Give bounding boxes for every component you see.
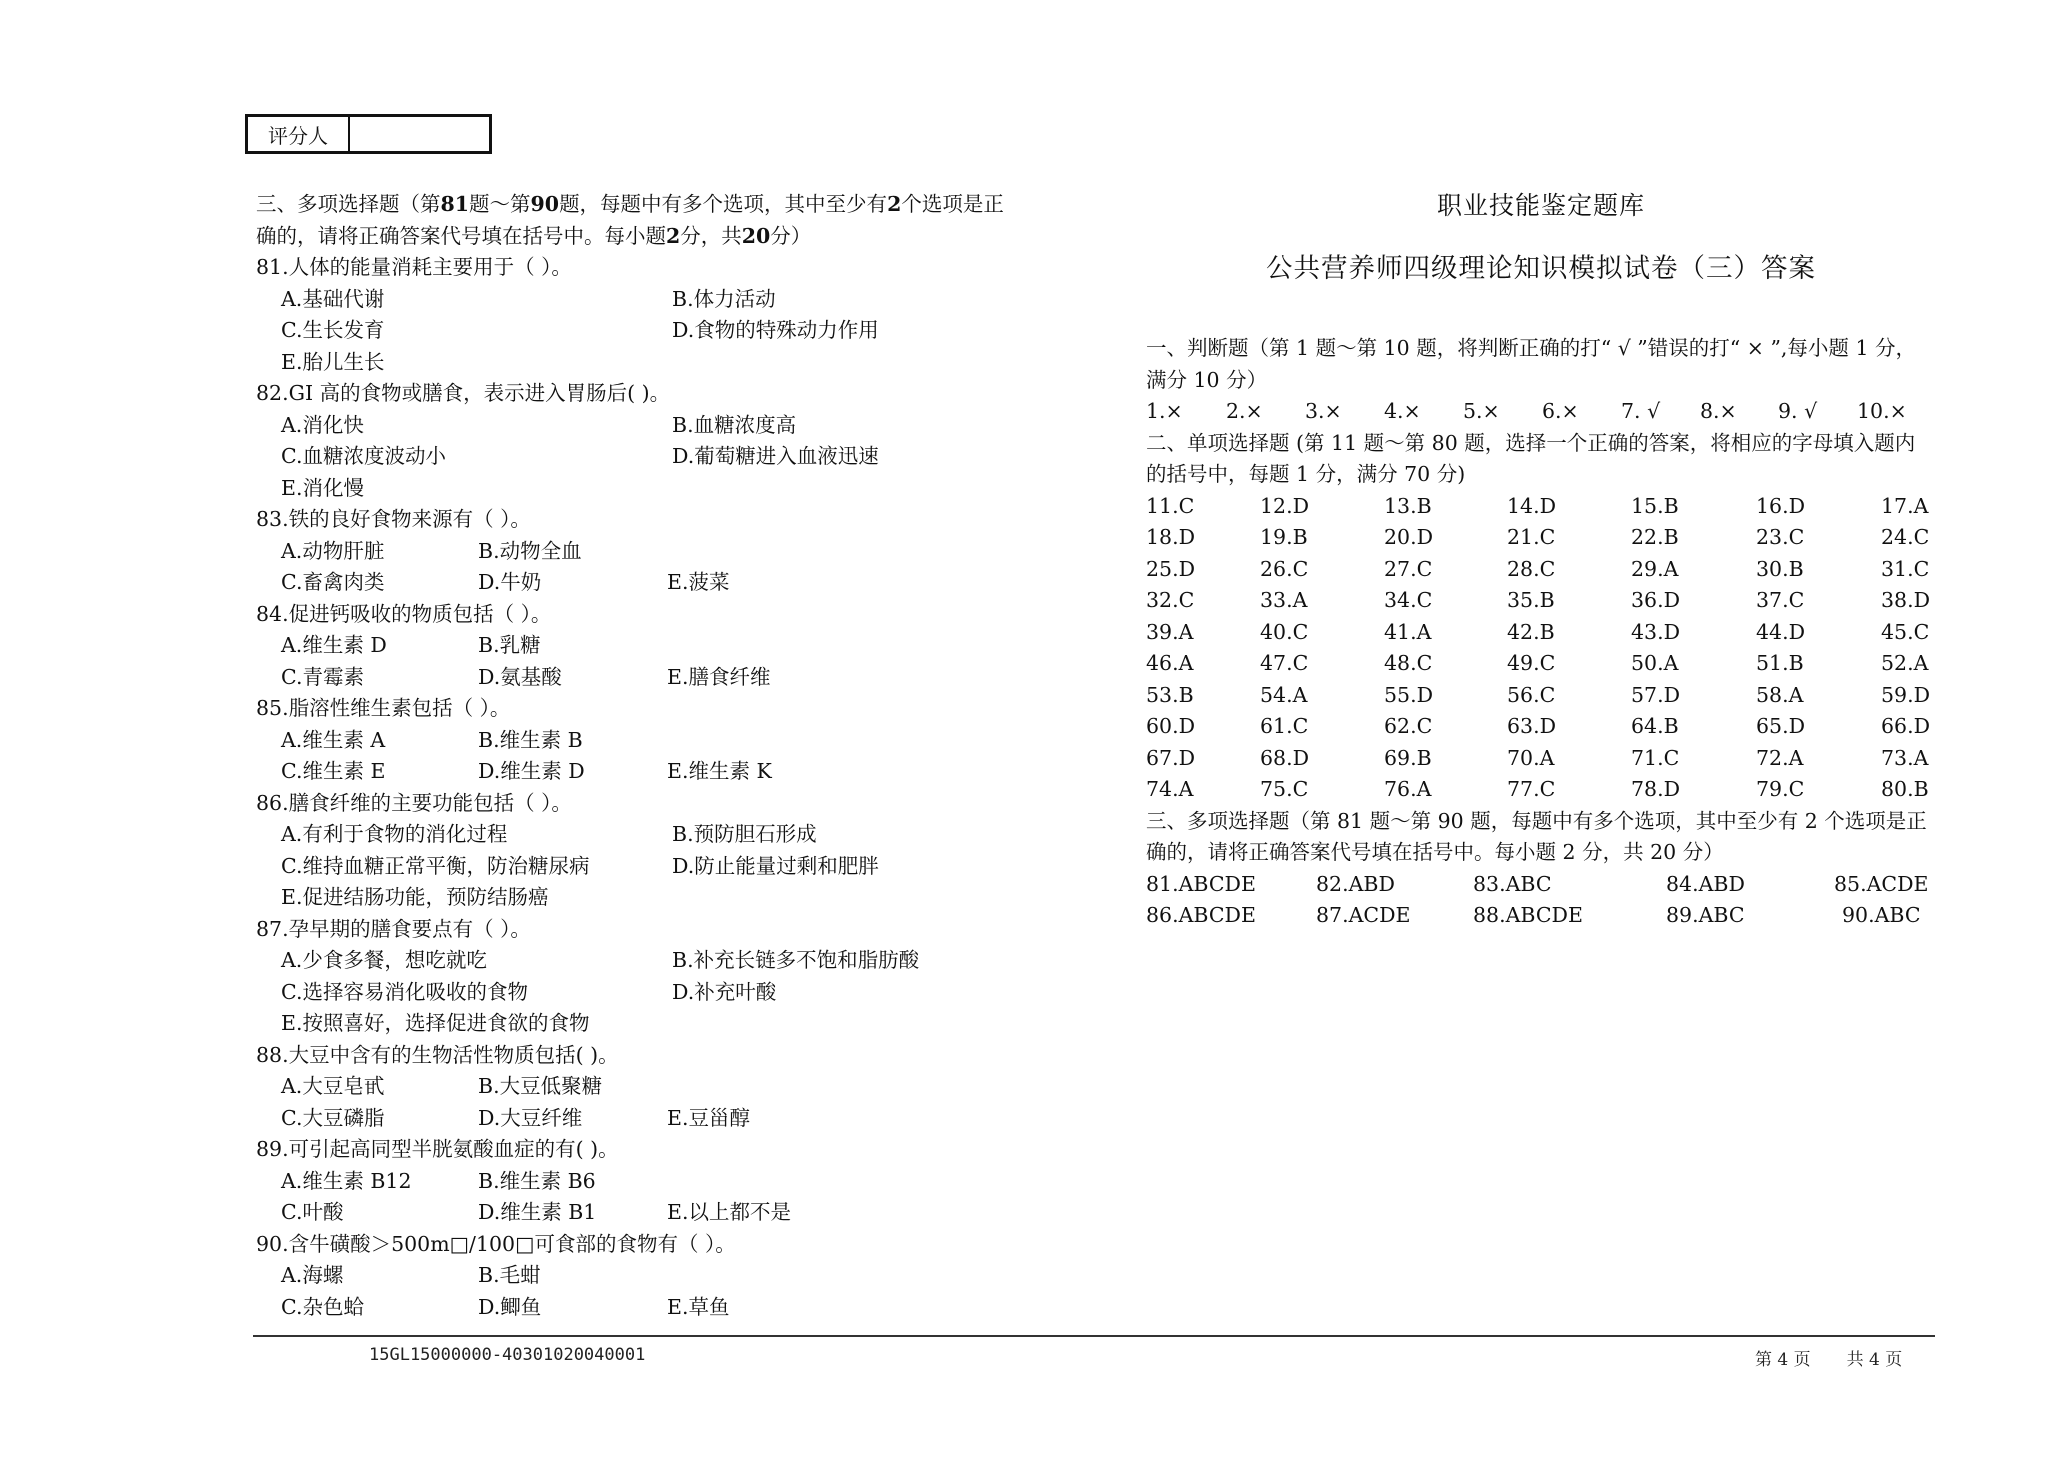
single-answer: 51.B	[1756, 651, 1804, 675]
single-answer: 80.B	[1881, 777, 1929, 801]
single-answer: 71.C	[1631, 745, 1680, 770]
single-answer: 63.D	[1507, 714, 1557, 738]
single-answer: 28.C	[1507, 556, 1556, 581]
question-stem: 86.膳食纤维的主要功能包括（ ）。	[256, 790, 572, 815]
multi-answer-row	[1146, 900, 1936, 932]
single-answer: 45.C	[1881, 619, 1930, 644]
single-answer: 50.A	[1631, 651, 1679, 675]
single-answer: 66.D	[1881, 714, 1931, 738]
option: B.乳糖	[478, 633, 541, 657]
single-heading-line1: 二、单项选择题 (第 11 题～第 80 题，选择一个正确的答案，将相应的字母填入题内	[1146, 430, 1916, 455]
option: D.补充叶酸	[672, 979, 777, 1004]
single-answer: 70.A	[1507, 745, 1555, 770]
option-row	[256, 662, 1056, 694]
single-answer: 48.C	[1384, 651, 1433, 675]
option-row	[256, 756, 1056, 788]
single-answer: 21.C	[1507, 525, 1556, 549]
single-answer: 22.B	[1631, 525, 1679, 549]
multi-answer: 90.ABC	[1842, 903, 1921, 927]
option: C.生长发育	[281, 318, 385, 342]
option: C.叶酸	[281, 1200, 344, 1224]
option-row	[256, 284, 1056, 316]
single-answer: 74.A	[1146, 777, 1194, 801]
option: B.动物全血	[478, 538, 582, 563]
answer-title: 公共营养师四级理论知识模拟试卷（三）答案	[1266, 253, 1816, 284]
option: E.胎儿生长	[281, 349, 385, 374]
option-row	[256, 945, 1056, 977]
paper-code: 15GL15000000-40301020040001	[369, 1345, 646, 1365]
option: C.选择容易消化吸收的食物	[281, 979, 528, 1004]
single-answer: 55.D	[1384, 682, 1434, 707]
option: D.维生素 B1	[478, 1200, 597, 1224]
single-answer: 18.D	[1146, 525, 1196, 549]
option-row	[256, 977, 1056, 1009]
option: A.大豆皂甙	[281, 1074, 385, 1098]
single-answer: 52.A	[1881, 651, 1929, 675]
tf-heading-line1: 一、判断题（第 1 题～第 10 题，将判断正确的打“ √ ”错误的打“ × ”,每小题 1 分，	[1146, 336, 1917, 360]
option-row	[256, 1260, 1056, 1292]
single-answer: 54.A	[1260, 682, 1308, 707]
option: E.维生素 K	[667, 759, 772, 783]
single-answer: 15.B	[1631, 493, 1679, 518]
question-stem: 89.可引起高同型半胱氨酸血症的有( )。	[256, 1137, 619, 1161]
option: A.维生素 D	[281, 633, 387, 657]
option: B.预防胆石形成	[672, 822, 817, 846]
option-row	[256, 725, 1056, 757]
single-answer: 46.A	[1146, 651, 1194, 675]
single-answer: 33.A	[1260, 588, 1308, 612]
option: A.少食多餐，想吃就吃	[281, 948, 487, 972]
option-row	[256, 1292, 1056, 1324]
multi-answer: 82.ABD	[1316, 871, 1395, 896]
grader-label: 评分人	[248, 117, 350, 151]
option: C.血糖浓度波动小	[281, 444, 446, 468]
option-row	[256, 1103, 1056, 1135]
single-answer: 42.B	[1507, 619, 1555, 644]
question-list	[256, 252, 1056, 1323]
single-answer: 57.D	[1631, 682, 1681, 707]
tf-answer: 3.×	[1305, 399, 1342, 423]
option: E.菠菜	[667, 570, 730, 594]
single-answer-row	[1146, 711, 1936, 743]
single-answer: 40.C	[1260, 619, 1309, 644]
option: B.毛蚶	[478, 1263, 541, 1287]
option: D.鲫鱼	[478, 1294, 542, 1319]
option-row	[256, 441, 1056, 473]
option-row	[256, 1166, 1056, 1198]
single-answer-row	[1146, 617, 1936, 649]
tf-answer: 9. √	[1778, 399, 1818, 423]
single-answer: 16.D	[1756, 493, 1806, 518]
question-stem: 83.铁的良好食物来源有（ ）。	[256, 507, 531, 531]
single-answer: 53.B	[1146, 682, 1194, 707]
multi-answer: 87.ACDE	[1316, 903, 1411, 927]
single-answer: 25.D	[1146, 556, 1196, 581]
single-answer: 32.C	[1146, 588, 1195, 612]
single-answers	[1146, 491, 1936, 806]
single-answer: 67.D	[1146, 745, 1196, 770]
single-answer: 78.D	[1631, 777, 1681, 801]
multi-answer-row	[1146, 869, 1936, 901]
option: D.葡萄糖进入血液迅速	[672, 444, 879, 468]
tf-answer: 5.×	[1463, 399, 1500, 423]
option: A.维生素 B12	[281, 1168, 412, 1193]
single-answer: 24.C	[1881, 525, 1930, 549]
multi-answer: 88.ABCDE	[1473, 903, 1583, 927]
option: D.大豆纤维	[478, 1105, 583, 1130]
single-answer-row	[1146, 491, 1936, 523]
tf-answer: 8.×	[1700, 399, 1737, 423]
single-answer: 60.D	[1146, 714, 1196, 738]
single-answer-row	[1146, 522, 1936, 554]
multi-answer: 81.ABCDE	[1146, 871, 1256, 896]
option: C.杂色蛤	[281, 1294, 364, 1319]
single-answer: 68.D	[1260, 745, 1310, 770]
option: E.按照喜好，选择促进食欲的食物	[281, 1011, 590, 1035]
single-answer-row	[1146, 554, 1936, 586]
footer-divider	[253, 1335, 1935, 1337]
option: C.维持血糖正常平衡，防治糖尿病	[281, 853, 590, 878]
option: D.食物的特殊动力作用	[672, 318, 879, 342]
single-answer: 72.A	[1756, 745, 1804, 770]
option-row	[256, 882, 1056, 914]
option: D.氨基酸	[478, 664, 562, 689]
multi-answer: 84.ABD	[1666, 871, 1745, 896]
section-heading: 三、多项选择题（第81题～第90题，每题中有多个选项，其中至少有2个选项是正	[256, 192, 1004, 216]
single-answer: 27.C	[1384, 556, 1433, 581]
single-answer: 64.B	[1631, 714, 1679, 738]
option: E.以上都不是	[667, 1200, 791, 1224]
single-answer: 44.D	[1756, 619, 1806, 644]
question-stem: 84.促进钙吸收的物质包括（ ）。	[256, 601, 552, 626]
option: E.促进结肠功能，预防结肠癌	[281, 885, 549, 909]
option-row	[256, 630, 1056, 662]
single-answer: 13.B	[1384, 493, 1432, 518]
option-row	[256, 1197, 1056, 1229]
single-heading-line2: 的括号中，每题 1 分，满分 70 分)	[1146, 462, 1466, 486]
single-answer: 23.C	[1756, 525, 1805, 549]
single-answer: 34.C	[1384, 588, 1433, 612]
bank-title: 职业技能鉴定题库	[1436, 191, 1645, 220]
question-stem: 87.孕早期的膳食要点有（ ）。	[256, 916, 531, 941]
single-answer: 37.C	[1756, 588, 1805, 612]
option-row	[256, 347, 1056, 379]
option: B.体力活动	[672, 286, 776, 311]
option: B.血糖浓度高	[672, 412, 797, 437]
page-number	[1755, 1345, 1902, 1370]
option: A.动物肝脏	[281, 538, 385, 563]
single-answer: 20.D	[1384, 525, 1434, 549]
option: C.畜禽肉类	[281, 570, 385, 594]
single-answer: 19.B	[1260, 525, 1308, 549]
single-answer: 61.C	[1260, 714, 1309, 738]
multi-answers	[1146, 869, 1936, 932]
single-answer-row	[1146, 648, 1936, 680]
option: E.膳食纤维	[667, 664, 771, 689]
option: A.消化快	[281, 412, 364, 437]
single-answer: 56.C	[1507, 682, 1556, 707]
single-answer: 36.D	[1631, 588, 1681, 612]
option: C.大豆磷脂	[281, 1105, 385, 1130]
single-answer: 76.A	[1384, 777, 1432, 801]
single-answer: 39.A	[1146, 619, 1194, 644]
option: D.牛奶	[478, 570, 542, 594]
single-answer: 73.A	[1881, 745, 1929, 770]
section-heading-line2: 确的，请将正确答案代号填在括号中。每小题2分，共20分）	[256, 223, 812, 248]
single-answer: 43.D	[1631, 619, 1681, 644]
grader-value	[350, 117, 489, 151]
question-stem: 88.大豆中含有的生物活性物质包括( )。	[256, 1042, 619, 1067]
option-row	[256, 473, 1056, 505]
option-row	[256, 315, 1056, 347]
option-row	[256, 410, 1056, 442]
tf-answer: 6.×	[1542, 399, 1579, 423]
multi-answer: 89.ABC	[1666, 903, 1745, 927]
multi-answer: 83.ABC	[1473, 871, 1552, 896]
tf-heading-line2: 满分 10 分）	[1146, 367, 1268, 392]
option: E.草鱼	[667, 1294, 730, 1319]
single-answer: 14.D	[1507, 493, 1557, 518]
option: A.基础代谢	[281, 286, 385, 311]
single-answer: 79.C	[1756, 777, 1805, 801]
tf-answer: 4.×	[1384, 399, 1421, 423]
option: B.维生素 B6	[478, 1168, 596, 1193]
option: A.有利于食物的消化过程	[281, 822, 508, 846]
question-stem: 82.GI 高的食物或膳食，表示进入胃肠后( )。	[256, 381, 671, 405]
single-answer: 47.C	[1260, 651, 1309, 675]
option: B.大豆低聚糖	[478, 1074, 603, 1098]
multi-answer: 85.ACDE	[1834, 871, 1929, 896]
multi-answer: 86.ABCDE	[1146, 903, 1256, 927]
option: A.维生素 A	[281, 727, 386, 752]
tf-answer: 1.×	[1146, 399, 1183, 423]
single-answer: 30.B	[1756, 556, 1804, 581]
question-stem: 81.人体的能量消耗主要用于（ ）。	[256, 255, 572, 279]
option: A.海螺	[281, 1263, 344, 1287]
single-answer: 35.B	[1507, 588, 1555, 612]
single-answer: 29.A	[1631, 556, 1679, 581]
single-answer: 49.C	[1507, 651, 1556, 675]
single-answer-row	[1146, 774, 1936, 806]
option: E.豆甾醇	[667, 1105, 750, 1130]
single-answer: 59.D	[1881, 682, 1931, 707]
option-row	[256, 1008, 1056, 1040]
tf-answer: 10.×	[1857, 399, 1907, 423]
single-answer: 75.C	[1260, 777, 1309, 801]
single-answer: 11.C	[1146, 493, 1195, 518]
option-row	[256, 567, 1056, 599]
single-answer: 12.D	[1260, 493, 1310, 518]
option-row	[256, 819, 1056, 851]
option-row	[256, 536, 1056, 568]
single-answer-row	[1146, 743, 1936, 775]
option-row	[256, 1071, 1056, 1103]
single-answer: 77.C	[1507, 777, 1556, 801]
option: E.消化慢	[281, 475, 364, 500]
single-answer: 62.C	[1384, 714, 1433, 738]
option: B.补充长链多不饱和脂肪酸	[672, 948, 920, 972]
true-false-section	[1146, 333, 1936, 932]
question-stem: 90.含牛磺酸＞500m□/100□可食部的食物有（ ）。	[256, 1231, 736, 1256]
single-answer: 41.A	[1384, 619, 1432, 644]
single-answer: 38.D	[1881, 588, 1931, 612]
total-pages: 共 4 页	[1846, 1350, 1903, 1370]
multiple-choice-questions	[256, 189, 1056, 1323]
single-answer: 65.D	[1756, 714, 1806, 738]
single-answer: 26.C	[1260, 556, 1309, 581]
current-page: 第 4 页	[1755, 1350, 1811, 1370]
option: C.青霉素	[281, 664, 364, 689]
option: D.维生素 D	[478, 759, 585, 783]
option: C.维生素 E	[281, 759, 386, 783]
grader-box	[245, 114, 492, 154]
single-answer-row	[1146, 585, 1936, 617]
tf-answer: 7. √	[1621, 399, 1661, 423]
option: B.维生素 B	[478, 727, 583, 752]
single-answer: 31.C	[1881, 556, 1930, 581]
single-answer: 58.A	[1756, 682, 1804, 707]
single-answer: 69.B	[1384, 745, 1432, 770]
multi-heading-line2: 确的，请将正确答案代号填在括号中。每小题 2 分，共 20 分）	[1146, 840, 1724, 864]
single-answer: 17.A	[1881, 493, 1929, 518]
multi-heading-line1: 三、多项选择题（第 81 题～第 90 题，每题中有多个选项，其中至少有 2 个选项是正	[1146, 808, 1927, 833]
tf-answers	[1146, 396, 1936, 428]
option: D.防止能量过剩和肥胖	[672, 853, 879, 878]
option-row	[256, 851, 1056, 883]
single-answer-row	[1146, 680, 1936, 712]
tf-answer: 2.×	[1226, 399, 1263, 423]
question-stem: 85.脂溶性维生素包括（ ）。	[256, 696, 511, 720]
